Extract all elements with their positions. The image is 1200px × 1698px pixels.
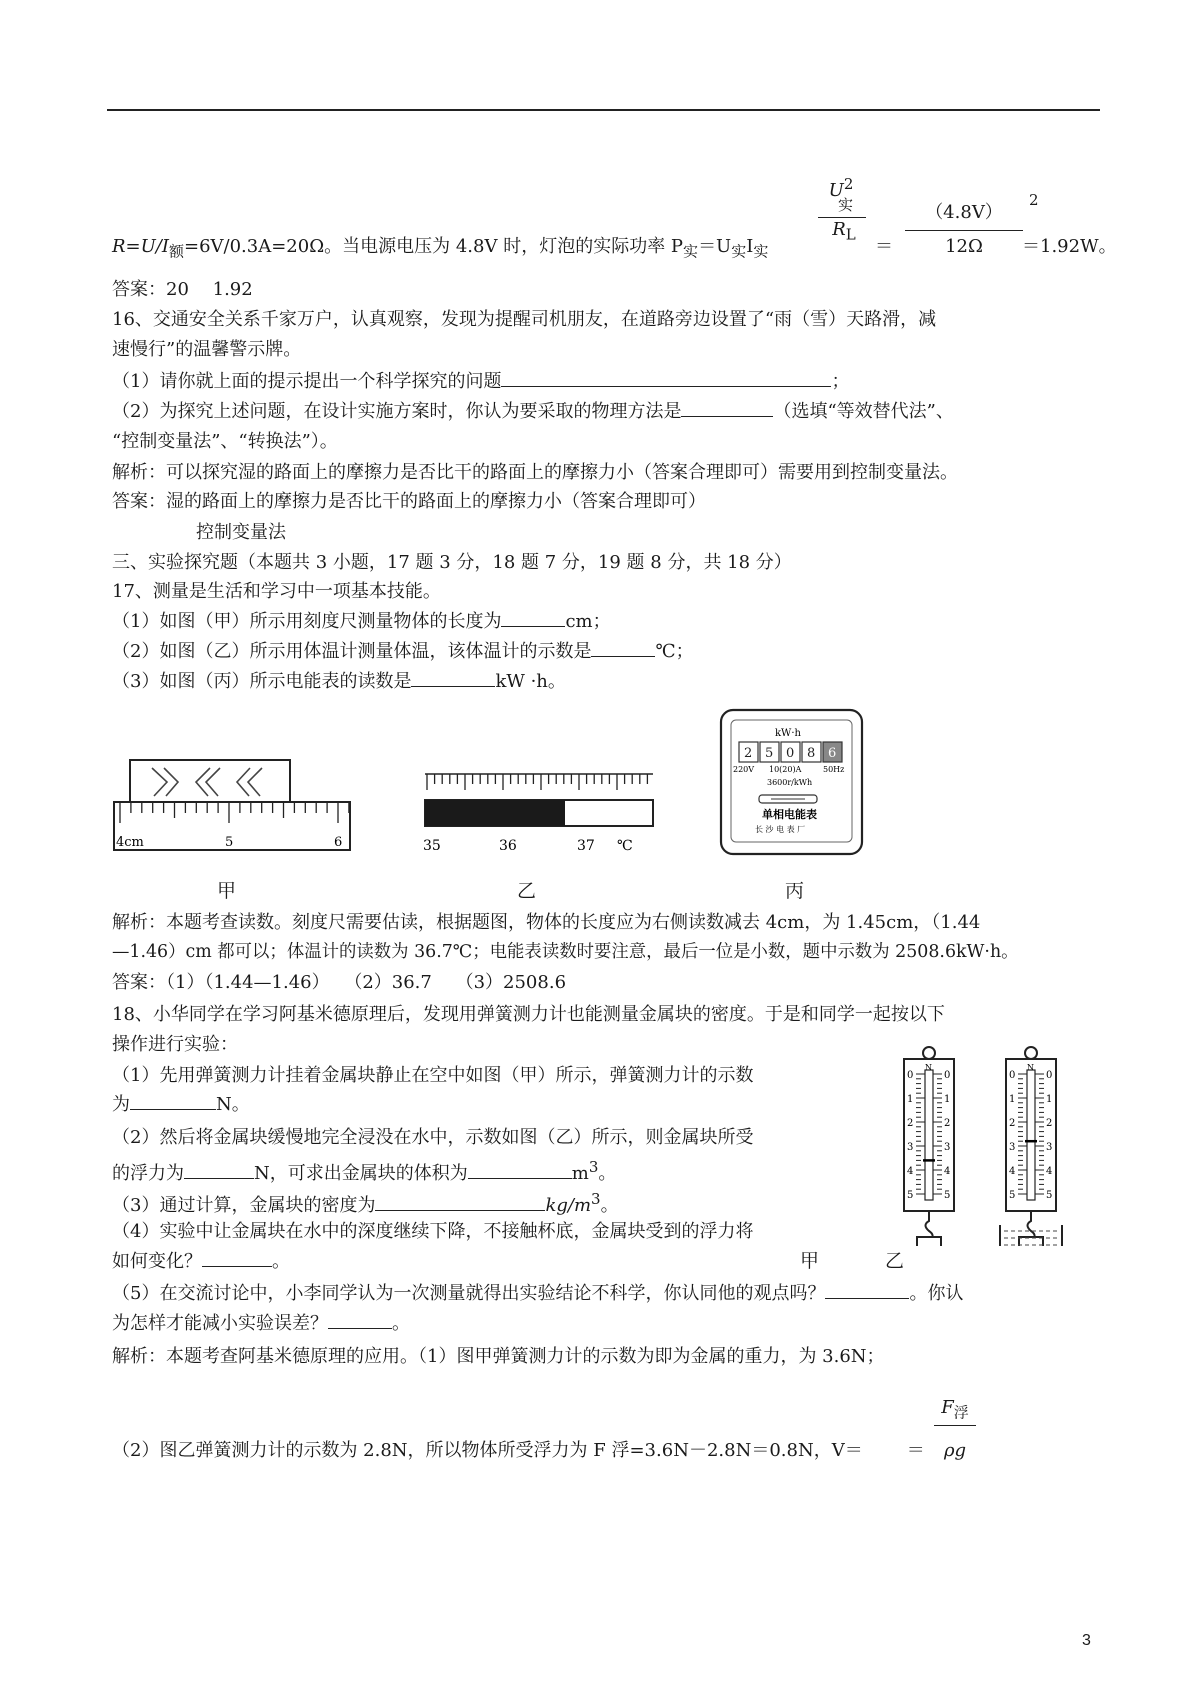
- q18-stem-1: 18、小华同学在学习阿基米德原理后，发现用弹簧测力计也能测量金属块的密度。于是和同学一起按以下: [112, 1004, 945, 1025]
- spring-scale-mark: 0: [944, 1070, 951, 1081]
- spring-scale-mark: 1: [907, 1094, 914, 1105]
- formula-frac2-numerator: （4.8V）: [925, 202, 1003, 223]
- spring-scale-body: [1006, 1059, 1056, 1211]
- formula-frac2-sup: 2: [1029, 191, 1039, 209]
- meter-spec-current: 10(20)A: [769, 765, 802, 774]
- q16-answer-2: 控制变量法: [196, 522, 286, 543]
- meter-spec-freq: 50Hz: [823, 765, 845, 774]
- q18-analysis-1: 解析：本题考查阿基米德原理的应用。（1）图甲弹簧测力计的示数为即为金属的重力，为 3.6N；: [112, 1346, 885, 1367]
- answer-blank[interactable]: [375, 1192, 545, 1211]
- formula-frac2-denominator: 12Ω: [945, 236, 983, 257]
- formula-frac1-denominator: $R_L$: [832, 219, 856, 244]
- thermo-label-35: 35: [423, 838, 441, 854]
- q18-stem-2: 操作进行实验：: [112, 1034, 238, 1055]
- q18-frac-numerator: $F_浮$: [941, 1397, 969, 1422]
- spring-scales-figure: [896, 1046, 1080, 1246]
- spring-scale-mark: 5: [907, 1190, 914, 1201]
- answer-blank[interactable]: [501, 608, 565, 627]
- spring-scale-hook: [1028, 1211, 1035, 1239]
- meter-digit: 5: [765, 746, 774, 761]
- spring-scale-mark: 5: [944, 1190, 951, 1201]
- q18-part5-cont: 为怎样才能减小实验误差？ 。: [112, 1309, 410, 1338]
- q18-part4: （4）实验中让金属块在水中的深度继续下降，不接触杯底，金属块受到的浮力将: [112, 1221, 754, 1242]
- ruler-label-4cm: 4cm: [116, 835, 144, 850]
- spring-scale-body: [904, 1059, 954, 1211]
- spring-scale-unit: N: [1027, 1063, 1034, 1072]
- thermo-label-unit: ℃: [617, 838, 633, 854]
- answer-blank[interactable]: [202, 1248, 272, 1267]
- spring-scale-mark: 1: [1046, 1094, 1053, 1105]
- meter-digit: 0: [786, 746, 795, 761]
- q16-answer: 答案：湿的路面上的摩擦力是否比干的路面上的摩擦力小（答案合理即可）: [112, 491, 706, 512]
- line-1: $R=U/I_额=6V/0.3A=20\Omega$。当电源电压为 4.8V 时，灯泡的实际功率 $P_实=U_实I_实$: [112, 236, 769, 261]
- spring-scale-ring: [923, 1047, 935, 1059]
- ruler-caption: 甲: [217, 880, 237, 902]
- meter-spec-voltage: 220V: [733, 765, 755, 774]
- spring-scale-caption-b: 乙: [885, 1250, 905, 1272]
- thermo-label-37: 37: [577, 838, 595, 854]
- spring-scale-mark: 3: [907, 1142, 914, 1153]
- spring-scale-mark: 2: [907, 1118, 914, 1129]
- answer-blank[interactable]: [411, 668, 495, 687]
- answer-blank[interactable]: [468, 1160, 572, 1179]
- spring-scale-mark: 0: [1046, 1070, 1053, 1081]
- q17-part2: （2）如图（乙）所示用体温计测量体温，该体温计的示数是 ℃；: [112, 637, 694, 666]
- formula-frac2-bar: [905, 230, 1023, 231]
- answer-blank[interactable]: [825, 1280, 909, 1299]
- q16-analysis: 解析：可以探究湿的路面上的摩擦力是否比干的路面上的摩擦力小（答案合理即可）需要用到控制变量法。: [112, 462, 958, 483]
- formula-frac1-num-sub: 实: [838, 196, 854, 214]
- ruler-figure: [112, 758, 352, 858]
- spring-scale-mark: 0: [907, 1070, 914, 1081]
- q16-line2: 速慢行”的温馨警示牌。: [112, 339, 302, 360]
- q18-part3: （3）通过计算，金属块的密度为 $kg/m^3$。: [112, 1190, 619, 1216]
- section-3-title: 三、实验探究题（本题共 3 小题，17 题 3 分，18 题 7 分，19 题 8 分，共 18 分）: [112, 552, 792, 573]
- meter-digit: 8: [807, 746, 816, 761]
- thermometer-figure: [423, 768, 663, 858]
- spring-scale-mark: 1: [944, 1094, 951, 1105]
- q17-analysis-1: 解析：本题考查读数。刻度尺需要估读，根据题图，物体的长度应为右侧读数减去 4cm，为 1.45cm，（1.44: [112, 912, 981, 933]
- q16-part2: （2）为探究上述问题，在设计实施方案时，你认为要采取的物理方法是 （选填“等效替代法”、: [112, 397, 954, 426]
- q16-line1: 16、交通安全关系千家万户，认真观察，发现为提醒司机朋友，在道路旁边设置了“雨（雪）天路滑，减: [112, 309, 937, 330]
- spring-scale-mark: 5: [1009, 1190, 1016, 1201]
- answer-blank[interactable]: [184, 1160, 254, 1179]
- spring-scale-mark: 1: [1009, 1094, 1016, 1105]
- answer-blank[interactable]: [501, 368, 831, 387]
- spring-scale-mark: 2: [1046, 1118, 1053, 1129]
- q18-part1-cont: 为 N。: [112, 1090, 250, 1119]
- metal-block: [917, 1237, 941, 1246]
- ruler-label-6: 6: [334, 835, 343, 850]
- meter-digit: 6: [828, 746, 837, 761]
- formula-frac1-numerator: $U^2$: [828, 175, 854, 201]
- meter-digit: 2: [744, 746, 753, 761]
- answer-blank[interactable]: [130, 1091, 216, 1110]
- spring-scale-mark: 2: [944, 1118, 951, 1129]
- spring-scale-mark: 0: [1009, 1070, 1016, 1081]
- q16-part1: （1）请你就上面的提示提出一个科学探究的问题 ；: [112, 367, 849, 396]
- meter-unit: kW·h: [775, 728, 801, 739]
- answer-blank[interactable]: [328, 1310, 392, 1329]
- q18-part5: （5）在交流讨论中，小李同学认为一次测量就得出实验结论不科学，你认同他的观点吗？ 。你认: [112, 1279, 963, 1308]
- spring-scale-mark: 4: [944, 1166, 951, 1177]
- q17-part1: （1）如图（甲）所示用刻度尺测量物体的长度为 cm；: [112, 607, 611, 636]
- spring-scale-mark: 3: [1046, 1142, 1053, 1153]
- thermo-label-36: 36: [499, 838, 517, 854]
- spring-scale-mark: 3: [944, 1142, 951, 1153]
- thermometer-mercury: [425, 800, 565, 826]
- spring-scale-hook: [926, 1211, 933, 1239]
- page-number: 3: [1082, 1632, 1091, 1649]
- spring-scale-ring: [1025, 1047, 1037, 1059]
- q18-analysis-2: （2）图乙弹簧测力计的示数为 2.8N，所以物体所受浮力为 F 浮=3.6N－2.8N＝0.8N，V＝ ＝: [112, 1440, 925, 1461]
- ruler-label-5: 5: [225, 835, 234, 850]
- header-rule: [107, 109, 1100, 111]
- q17-part3: （3）如图（丙）所示电能表的读数是 kW ·h。: [112, 667, 566, 696]
- spring-scale-mark: 4: [1046, 1166, 1053, 1177]
- spring-scale-mark: 2: [1009, 1118, 1016, 1129]
- formula-eq2: ＝1.92W。: [1022, 236, 1117, 257]
- spring-scale-mark: 4: [907, 1166, 914, 1177]
- spring-scale-caption-a: 甲: [800, 1250, 820, 1272]
- meter-spec-constant: 3600r/kWh: [767, 778, 813, 787]
- q18-part2-cont: 的浮力为 N，可求出金属块的体积为 $m^3$。: [112, 1158, 617, 1184]
- q16-part2-cont: “控制变量法”、“转换法”）。: [112, 431, 338, 452]
- q17-analysis-2: —1.46）cm 都可以；体温计的读数为 36.7℃；电能表读数时要注意，最后一位是小数，题中示数为 2508.6kW·h。: [112, 942, 1019, 962]
- q18-part1: （1）先用弹簧测力计挂着金属块静止在空中如图（甲）所示，弹簧测力计的示数: [112, 1065, 754, 1086]
- spring-scale-mark: 3: [1009, 1142, 1016, 1153]
- q18-part4-cont: 如何变化？ 。: [112, 1247, 290, 1276]
- answer-blank[interactable]: [591, 638, 655, 657]
- spring-scale-mark: 4: [1009, 1166, 1016, 1177]
- meter-maker: 长 沙 电 表 厂: [755, 825, 806, 834]
- q18-frac-bar: [934, 1425, 976, 1426]
- formula-eq1: ＝: [875, 236, 893, 257]
- q18-frac-denominator: ρg: [943, 1440, 967, 1461]
- meter-caption: 丙: [785, 880, 805, 902]
- answer-15: 答案：20 1.92: [112, 279, 253, 300]
- spring-scale-mark: 5: [1046, 1190, 1053, 1201]
- thermometer-caption: 乙: [517, 880, 537, 902]
- electric-meter-figure: [719, 708, 864, 856]
- answer-blank[interactable]: [681, 398, 773, 417]
- q17-answer: 答案：（1）（1.44—1.46） （2）36.7 （3）2508.6: [112, 972, 567, 993]
- q17-stem: 17、测量是生活和学习中一项基本技能。: [112, 581, 441, 602]
- spring-scale-unit: N: [925, 1063, 932, 1072]
- meter-name: 单相电能表: [762, 808, 817, 821]
- q18-part2: （2）然后将金属块缓慢地完全浸没在水中，示数如图（乙）所示，则金属块所受: [112, 1127, 754, 1148]
